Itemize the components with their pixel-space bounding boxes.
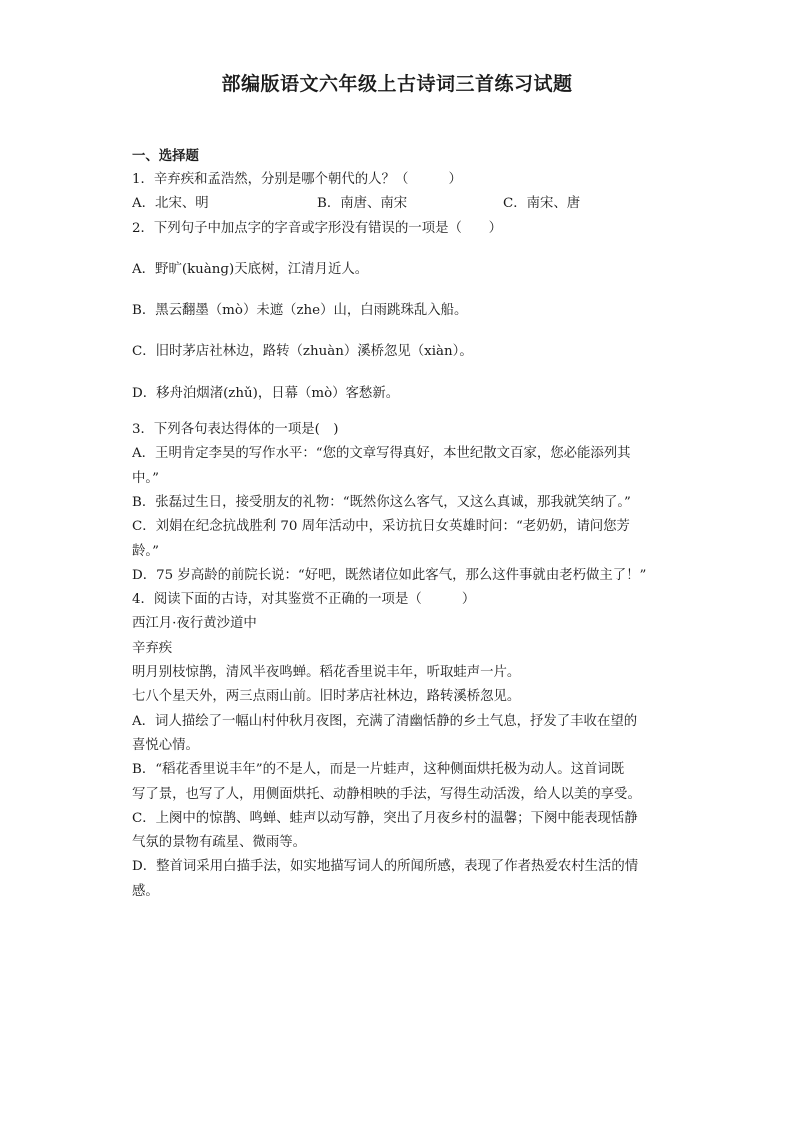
q3-option-a: A．王明肯定李昊的写作水平：“您的文章写得真好，本世纪散文百家，您必能添列其 bbox=[132, 446, 631, 462]
q1-options bbox=[132, 192, 672, 216]
q4-option-a: A．词人描绘了一幅山村仲秋月夜图，充满了清幽恬静的乡土气息，抒发了丰收在望的 bbox=[132, 713, 638, 729]
section-heading: 一、选择题 bbox=[132, 149, 199, 164]
q3-option-a-cont: 中。” bbox=[132, 470, 159, 486]
poem-line-2: 七八个星天外，两三点雨山前。旧时茅店社林边，路转溪桥忽见。 bbox=[132, 689, 521, 705]
q4-option-a-cont: 喜悦心情。 bbox=[132, 737, 199, 753]
q3-option-d: D．75 岁高龄的前院长说：“好吧，既然诸位如此客气，那么这件事就由老朽做主了！” bbox=[132, 567, 647, 583]
q4-stem: 4．阅读下面的古诗，对其鉴赏不正确的一项是（ ） bbox=[132, 592, 476, 608]
q4-option-c-cont: 气氛的景物有疏星、微雨等。 bbox=[132, 835, 307, 851]
q3-stem: 3．下列各句表达得体的一项是( ) bbox=[132, 422, 339, 438]
q3-option-c-cont: 龄。” bbox=[132, 543, 159, 559]
q3-option-b: B．张磊过生日，接受朋友的礼物：“既然你这么客气，又这么真诚，那我就笑纳了。” bbox=[132, 494, 631, 510]
poem-line-1: 明月别枝惊鹊，清风半夜鸣蝉。稻花香里说丰年，听取蛙声一片。 bbox=[132, 665, 521, 681]
q4-option-b: B．“稻花香里说丰年”的不是人，而是一片蛙声，这种侧面烘托极为动人。这首词既 bbox=[132, 762, 625, 778]
poem-title: 西江月·夜行黄沙道中 bbox=[132, 616, 257, 632]
q3-option-c: C．刘娟在纪念抗战胜利 70 周年活动中，采访抗日女英雄时问：“老奶奶，请问您芳 bbox=[132, 519, 630, 535]
q1-option-b: B．南唐、南宋 bbox=[317, 196, 408, 212]
q1-option-a: A．北宋、明 bbox=[132, 196, 209, 212]
question-content bbox=[132, 146, 672, 904]
q2-option-c: C．旧时茅店社林边，路转（zhuàn）溪桥忽见（xiàn）。 bbox=[132, 344, 473, 360]
q2-stem: 2．下列句子中加点字的字音或字形没有错误的一项是（ ） bbox=[132, 220, 503, 236]
q2-option-a: A．野旷(kuànɡ)天底树，江清月近人。 bbox=[132, 261, 369, 277]
q1-stem: 1．辛弃疾和孟浩然，分别是哪个朝代的人？（ ） bbox=[132, 172, 462, 187]
poem-author: 辛弃疾 bbox=[132, 640, 173, 656]
q4-option-c: C．上阕中的惊鹊、鸣蝉、蛙声以动写静，突出了月夜乡村的温馨；下阕中能表现恬静 bbox=[132, 810, 638, 826]
q2-option-b: B．黑云翻墨（mò）未遮（zhe）山，白雨跳珠乱入船。 bbox=[132, 303, 468, 319]
q2-option-d: D．移舟泊烟渚(zhǔ)，日幕（mò）客愁新。 bbox=[132, 385, 400, 401]
q1-option-c: C．南宋、唐 bbox=[503, 196, 581, 212]
q4-option-d: D．整首词采用白描手法，如实地描写词人的所闻所感，表现了作者热爱农村生活的情 bbox=[132, 859, 639, 875]
q4-option-d-cont: 感。 bbox=[132, 883, 159, 899]
page-title: 部编版语文六年级上古诗词三首练习试题 bbox=[221, 73, 573, 95]
q4-option-b-cont: 写了景，也写了人，用侧面烘托、动静相映的手法，写得生动活泼，给人以美的享受。 bbox=[132, 786, 641, 802]
